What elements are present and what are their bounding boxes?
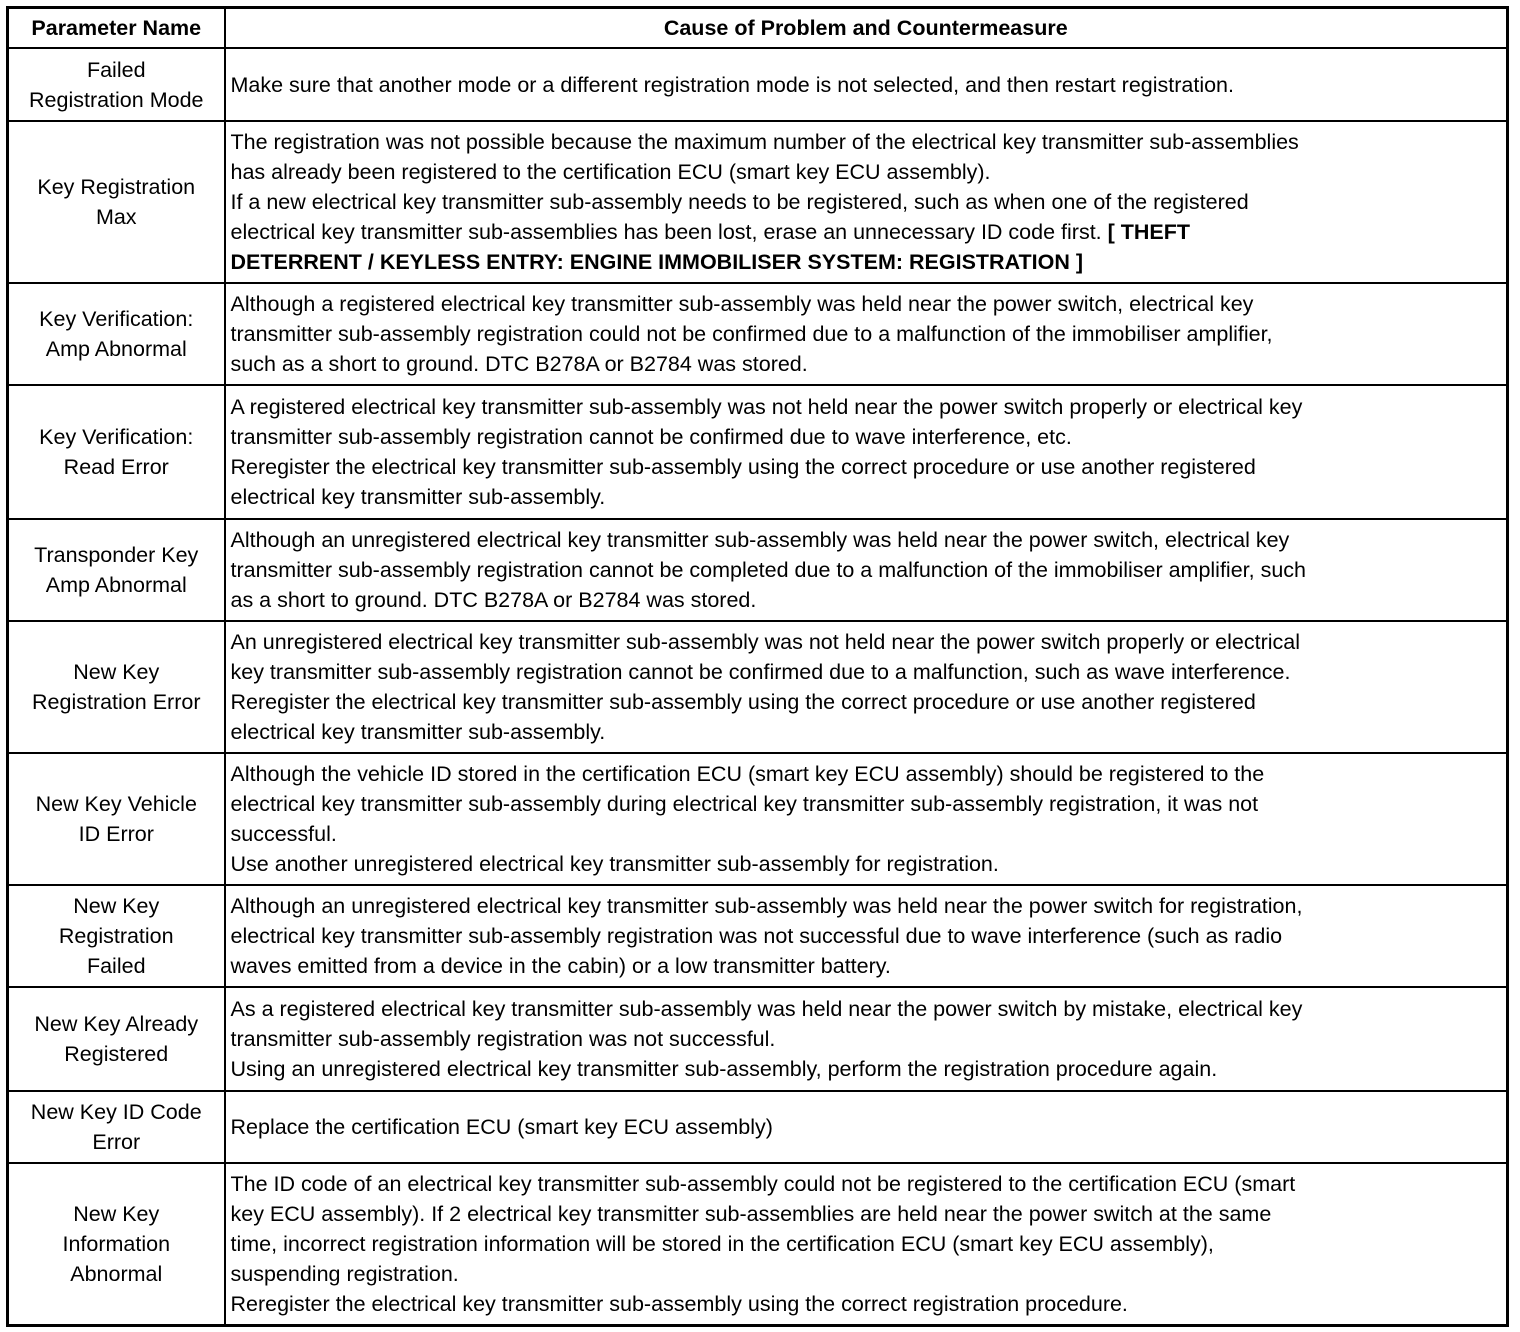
- cause-line: transmitter sub-assembly registration could not be confirmed due to a malfunction of the immobiliser amplifier,: [230, 322, 1273, 346]
- parameter-name-line: Registered: [64, 1042, 169, 1066]
- parameter-name-line: Key Verification:: [39, 307, 194, 331]
- cause-line: such as a short to ground. DTC B278A or B2784 was stored.: [230, 352, 808, 376]
- header-row: [8, 8, 1508, 49]
- cause-cell: [225, 1091, 1508, 1163]
- cause-line-with-reference: [231, 217, 1501, 247]
- parameter-name-line: Transponder Key: [34, 543, 199, 567]
- parameter-name-cell: [8, 885, 225, 987]
- table-row: [8, 48, 1508, 121]
- parameter-name-line: Key Verification:: [39, 425, 194, 449]
- header-cause-countermeasure: Cause of Problem and Countermeasure: [225, 8, 1508, 49]
- parameter-name-line: Amp Abnormal: [45, 573, 187, 597]
- cause-line: As a registered electrical key transmitter sub-assembly was held near the power switch by mistake, electrical key: [230, 997, 1303, 1021]
- parameter-name-line: Failed: [86, 57, 146, 82]
- cause-line: An unregistered electrical key transmitter sub-assembly was not held near the power switch properly or electrical: [230, 630, 1300, 654]
- cause-line: Reregister the electrical key transmitter sub-assembly using the correct registration procedure.: [230, 1292, 1128, 1316]
- cause-line: Make sure that another mode or a different registration mode is not selected, and then restart registration.: [230, 72, 1234, 97]
- theft-deterrent-reference-link-continued[interactable]: DETERRENT / KEYLESS ENTRY: ENGINE IMMOBILISER SYSTEM: REGISTRATION ]: [230, 250, 1083, 274]
- cause-line: successful.: [230, 822, 337, 846]
- cause-line: electrical key transmitter sub-assembly.: [230, 720, 606, 744]
- cause-line: Although a registered electrical key transmitter sub-assembly was held near the power switch, electrical key: [230, 292, 1254, 316]
- parameter-name-line: Failed: [86, 954, 146, 978]
- parameter-name-line: Max: [95, 205, 137, 229]
- cause-line: Using an unregistered electrical key transmitter sub-assembly, perform the registration procedure again.: [230, 1057, 1218, 1081]
- cause-line: suspending registration.: [230, 1262, 459, 1286]
- parameter-name-line: New Key Already: [34, 1012, 199, 1036]
- parameter-name-line: New Key ID Code: [30, 1100, 202, 1124]
- cause-line: time, incorrect registration information will be stored in the certification ECU (smart key ECU assembly),: [230, 1232, 1214, 1256]
- cause-line: Reregister the electrical key transmitter sub-assembly using the correct procedure or use another registered: [230, 690, 1256, 714]
- cause-line: electrical key transmitter sub-assembly registration was not successful due to wave interference (such as radio: [230, 924, 1283, 948]
- cause-line: A registered electrical key transmitter sub-assembly was not held near the power switch properly or electrical key: [230, 395, 1303, 419]
- cause-line: Replace the certification ECU (smart key ECU assembly): [230, 1115, 773, 1139]
- cause-line: transmitter sub-assembly registration cannot be completed due to a malfunction of the immobiliser amplifier, such: [230, 558, 1307, 582]
- parameter-name-line: New Key: [73, 894, 160, 918]
- cause-cell: [225, 385, 1508, 519]
- parameter-name-line: ID Error: [78, 822, 154, 846]
- parameter-name-cell: [8, 519, 225, 621]
- header-parameter-name: Parameter Name: [8, 8, 225, 49]
- parameter-name-line: Amp Abnormal: [45, 337, 187, 361]
- parameter-name-cell: [8, 987, 225, 1091]
- parameter-name-line: New Key: [73, 660, 160, 684]
- cause-cell: [225, 885, 1508, 987]
- table-row: [8, 885, 1508, 987]
- theft-deterrent-reference-link[interactable]: [ THEFT: [1107, 220, 1191, 244]
- cause-line: transmitter sub-assembly registration was not successful.: [230, 1027, 776, 1051]
- table-row: [8, 1163, 1508, 1326]
- parameter-name-cell: [8, 48, 225, 121]
- parameter-name-cell: [8, 753, 225, 885]
- table-row: [8, 283, 1508, 385]
- cause-line: Reregister the electrical key transmitter sub-assembly using the correct procedure or use another registered: [230, 455, 1256, 479]
- table-row: [8, 385, 1508, 519]
- parameter-name-line: New Key Vehicle: [35, 792, 197, 816]
- parameter-name-cell: [8, 1091, 225, 1163]
- cause-line-text: electrical key transmitter sub-assemblies has been lost, erase an unnecessary ID code first.: [230, 220, 1102, 244]
- cause-cell: [225, 987, 1508, 1091]
- cause-cell: [225, 621, 1508, 753]
- cause-line: Although an unregistered electrical key transmitter sub-assembly was held near the power switch for registration,: [230, 894, 1303, 918]
- parameter-name-cell: [8, 1163, 225, 1326]
- cause-line: Although the vehicle ID stored in the certification ECU (smart key ECU assembly) should be registered to the: [230, 762, 1265, 786]
- cause-line: as a short to ground. DTC B278A or B2784 was stored.: [230, 588, 757, 612]
- cause-cell: [225, 519, 1508, 621]
- cause-line: The registration was not possible because the maximum number of the electrical key transmitter sub-assemblies: [230, 130, 1299, 154]
- table-row: [8, 753, 1508, 885]
- cause-cell: [225, 1163, 1508, 1326]
- table-row: [8, 987, 1508, 1091]
- cause-line: The ID code of an electrical key transmitter sub-assembly could not be registered to the certification ECU (smart: [230, 1172, 1296, 1196]
- parameter-name-cell: [8, 621, 225, 753]
- cause-line: electrical key transmitter sub-assembly.: [230, 485, 606, 509]
- parameter-name-line: Registration: [58, 924, 174, 948]
- parameter-name-line: Error: [92, 1130, 141, 1154]
- cause-line: electrical key transmitter sub-assembly during electrical key transmitter sub-assembly registration, it was not: [230, 792, 1259, 816]
- cause-cell: [225, 121, 1508, 283]
- parameter-name-line: Registration Mode: [29, 87, 204, 112]
- parameter-name-cell: [8, 283, 225, 385]
- cause-line: If a new electrical key transmitter sub-assembly needs to be registered, such as when one of the registered: [230, 190, 1249, 214]
- parameter-table: [6, 6, 1509, 1327]
- cause-line: key ECU assembly). If 2 electrical key transmitter sub-assemblies are held near the power switch at the same: [230, 1202, 1272, 1226]
- parameter-name-line: Key Registration: [37, 175, 196, 199]
- table-row: [8, 121, 1508, 283]
- cause-line: has already been registered to the certification ECU (smart key ECU assembly).: [230, 160, 991, 184]
- parameter-name-cell: [8, 385, 225, 519]
- table-row: [8, 621, 1508, 753]
- cause-line: Although an unregistered electrical key transmitter sub-assembly was held near the power switch, electrical key: [230, 528, 1290, 552]
- cause-line: waves emitted from a device in the cabin) or a low transmitter battery.: [230, 954, 891, 978]
- cause-line: Use another unregistered electrical key transmitter sub-assembly for registration.: [230, 852, 999, 876]
- cause-cell: [225, 48, 1508, 121]
- parameter-name-cell: [8, 121, 225, 283]
- cause-line: key transmitter sub-assembly registration cannot be confirmed due to a malfunction, such as wave interference.: [230, 660, 1291, 684]
- parameter-name-line: Registration Error: [32, 690, 201, 714]
- cause-cell: [225, 283, 1508, 385]
- cause-cell: [225, 753, 1508, 885]
- parameter-name-line: New Key: [73, 1202, 160, 1226]
- table-row: [8, 1091, 1508, 1163]
- table-row: [8, 519, 1508, 621]
- parameter-name-line: Information: [62, 1232, 171, 1256]
- parameter-name-line: Abnormal: [70, 1262, 163, 1286]
- parameter-name-line: Read Error: [63, 455, 169, 479]
- cause-line: transmitter sub-assembly registration cannot be confirmed due to wave interference, etc.: [230, 425, 1072, 449]
